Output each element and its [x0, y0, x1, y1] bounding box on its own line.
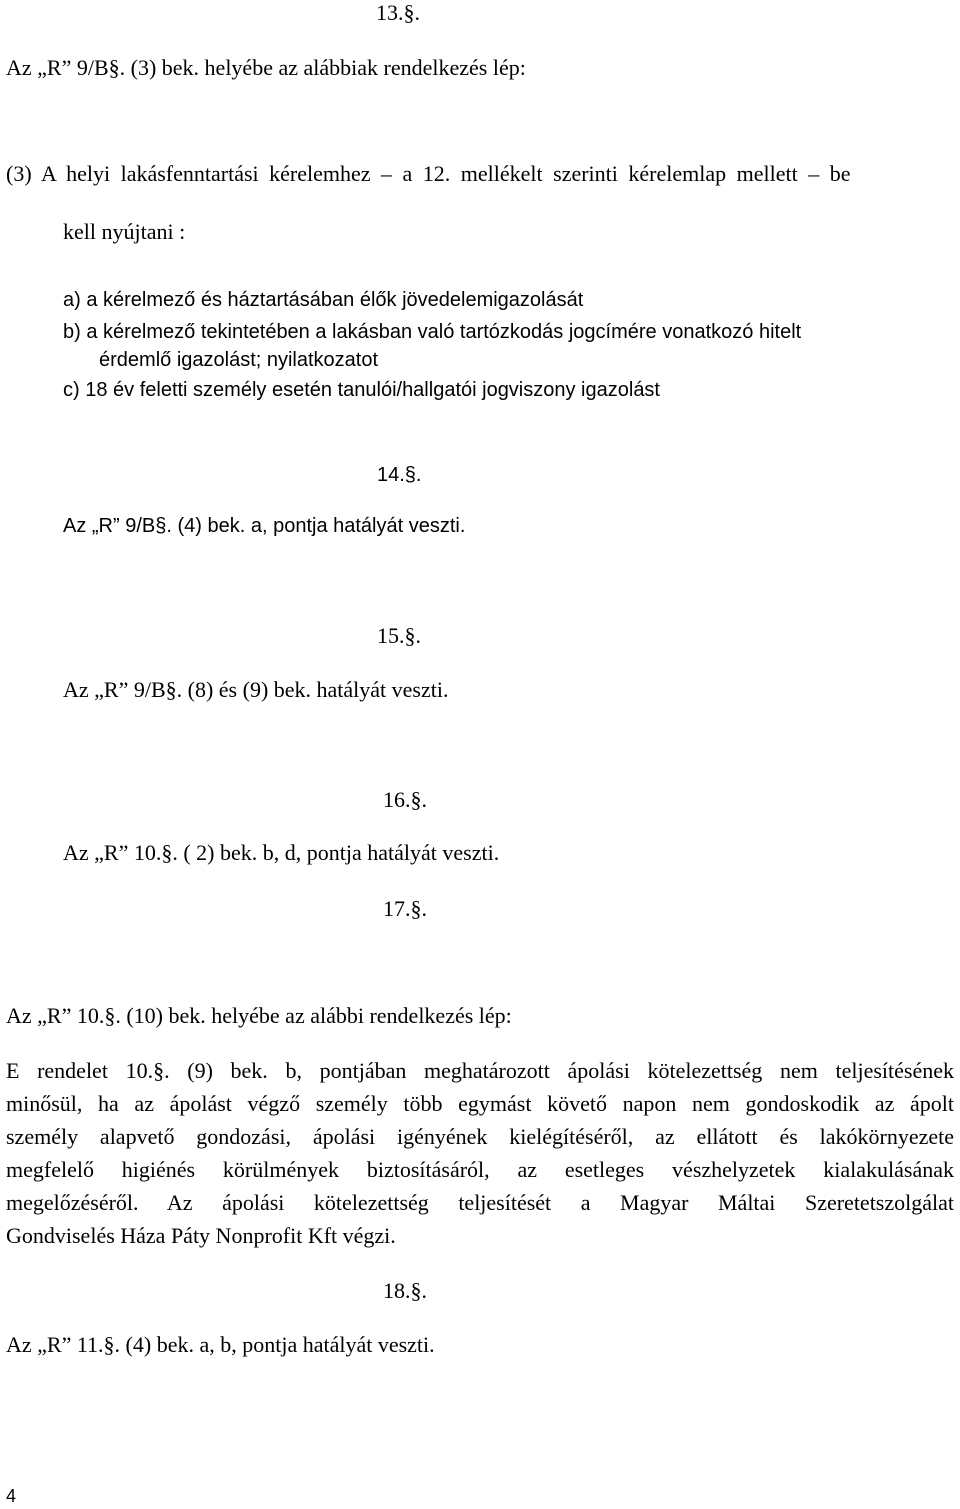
section-14-heading: 14.§.: [377, 464, 422, 486]
section-15-text: Az „R” 9/B§. (8) és (9) bek. hatályát veszti.: [63, 677, 449, 702]
section-13-heading: 13.§.: [376, 0, 420, 25]
page-number: 4: [6, 1486, 17, 1506]
section-17-paragraph-line-2: minősül, ha az ápolást végző személy több egymást követő napon nem gondoskodik az ápolt: [6, 1091, 954, 1116]
section-17-paragraph-line-5: megelőzéséről. Az ápolási kötelezettség teljesítését a Magyar Máltai Szeretetszolgálat: [6, 1190, 954, 1215]
section-17-paragraph-line-1: E rendelet 10.§. (9) bek. b, pontjában meghatározott ápolási kötelezettség nem teljesítésének: [6, 1058, 954, 1083]
section-14-text: Az „R” 9/B§. (4) bek. a, pontja hatályát veszti.: [63, 515, 466, 537]
section-16-heading: 16.§.: [383, 787, 427, 812]
section-15-heading: 15.§.: [377, 623, 421, 648]
section-13-item-c: c) 18 év feletti személy esetén tanulói/hallgatói jogviszony igazolást: [63, 379, 660, 401]
section-17-paragraph-last-line: Gondviselés Háza Páty Nonprofit Kft végzi.: [6, 1223, 396, 1248]
section-17-heading: 17.§.: [383, 896, 427, 921]
section-18-heading: 18.§.: [383, 1278, 427, 1303]
section-17-paragraph-line-3: személy alapvető gondozási, ápolási igényének kielégítéséről, az ellátott és lakókörnyezete: [6, 1124, 954, 1149]
section-13-intro: Az „R” 9/B§. (3) bek. helyébe az alábbiak rendelkezés lép:: [6, 55, 526, 80]
section-13-item-a: a) a kérelmező és háztartásában élők jövedelemigazolását: [63, 289, 584, 311]
section-16-text: Az „R” 10.§. ( 2) bek. b, d, pontja hatályát veszti.: [63, 840, 500, 865]
section-17-paragraph-line-4: megfelelő higiénés körülmények biztosításáról, az esetleges vészhelyzetek kialakulásának: [6, 1157, 954, 1182]
section-17-text: Az „R” 10.§. (10) bek. helyébe az alábbi rendelkezés lép:: [6, 1003, 512, 1028]
section-13-paragraph-line-2: kell nyújtani :: [63, 219, 186, 244]
section-13-paragraph-line-1: (3) A helyi lakásfenntartási kérelemhez – a 12. mellékelt szerinti kérelemlap mellett – be: [6, 161, 851, 186]
section-13-item-b-line-1: b) a kérelmező tekintetében a lakásban való tartózkodás jogcímére vonatkozó hitelt: [63, 321, 802, 343]
section-18-text: Az „R” 11.§. (4) bek. a, b, pontja hatályát veszti.: [6, 1332, 435, 1357]
section-13-item-b-line-2: érdemlő igazolást; nyilatkozatot: [99, 349, 379, 371]
